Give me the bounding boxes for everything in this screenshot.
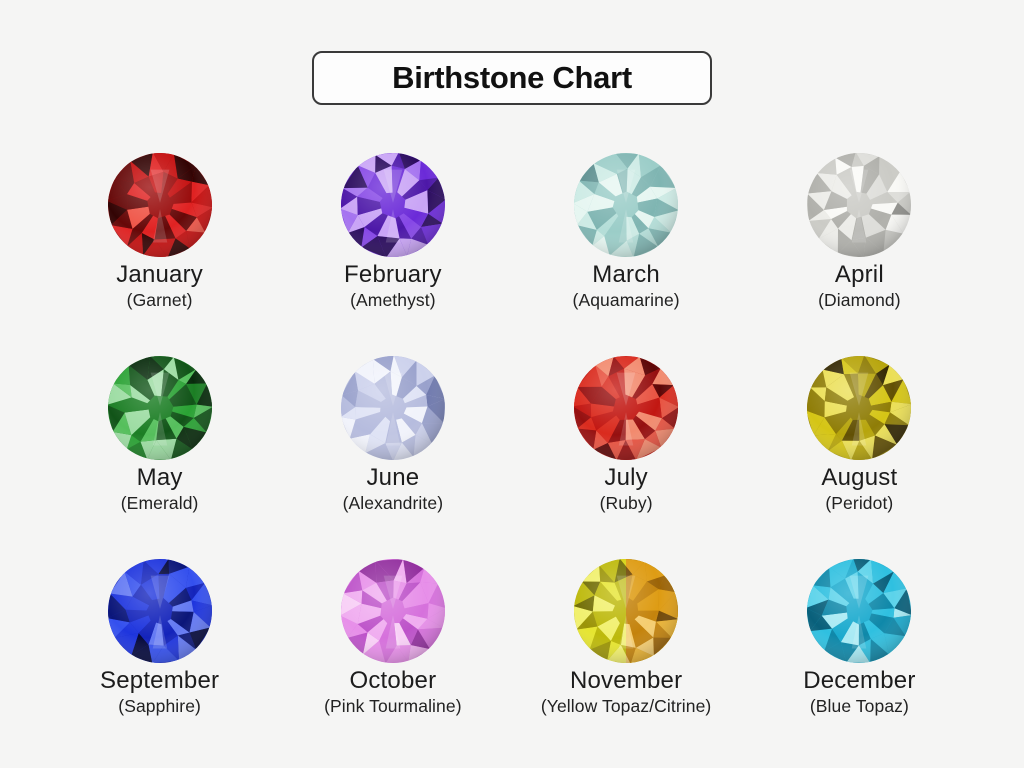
month-label: May bbox=[136, 464, 183, 491]
birthstone-cell-april bbox=[743, 153, 976, 316]
gem-image-garnet bbox=[108, 153, 212, 257]
birthstone-cell-january bbox=[43, 153, 276, 316]
stone-label: (Emerald) bbox=[120, 493, 199, 513]
stone-label: (Alexandrite) bbox=[342, 493, 444, 513]
birthstone-cell-september bbox=[43, 559, 276, 722]
birthstone-cell-august bbox=[743, 356, 976, 519]
birthstone-cell-june bbox=[276, 356, 509, 519]
month-label: April bbox=[834, 261, 884, 288]
birthstone-cell-may bbox=[43, 356, 276, 519]
title-box bbox=[312, 51, 712, 105]
gem-image-sapphire bbox=[108, 559, 212, 663]
month-label: January bbox=[116, 261, 204, 288]
gem-image-alexandrite bbox=[341, 356, 445, 460]
birthstone-cell-march bbox=[510, 153, 743, 316]
month-label: March bbox=[592, 261, 660, 288]
stone-label: (Yellow Topaz/Citrine) bbox=[540, 696, 712, 716]
birthstone-cell-november bbox=[510, 559, 743, 722]
month-label: September bbox=[100, 667, 220, 694]
gem-image-blue-topaz bbox=[807, 559, 911, 663]
gem-image-amethyst bbox=[341, 153, 445, 257]
stone-label: (Pink Tourmaline) bbox=[324, 696, 462, 716]
stone-label: (Diamond) bbox=[818, 290, 901, 310]
month-label: June bbox=[366, 464, 420, 491]
gem-image-peridot bbox=[807, 356, 911, 460]
birthstone-cell-july bbox=[510, 356, 743, 519]
gem-image-ruby bbox=[574, 356, 678, 460]
stone-label: (Aquamarine) bbox=[572, 290, 680, 310]
birthstone-cell-october bbox=[276, 559, 509, 722]
page-title: Birthstone Chart bbox=[392, 60, 632, 95]
stone-label: (Sapphire) bbox=[118, 696, 201, 716]
month-label: December bbox=[803, 667, 916, 694]
gem-image-diamond bbox=[807, 153, 911, 257]
gem-image-emerald bbox=[108, 356, 212, 460]
gem-image-yellow-topaz-citrine bbox=[574, 559, 678, 663]
birthstone-grid bbox=[43, 153, 976, 722]
gem-image-pink-tourmaline bbox=[341, 559, 445, 663]
birthstone-cell-december bbox=[743, 559, 976, 722]
month-label: August bbox=[821, 464, 898, 491]
stone-label: (Garnet) bbox=[126, 290, 193, 310]
month-label: February bbox=[344, 261, 442, 288]
stone-label: (Peridot) bbox=[825, 493, 894, 513]
birthstone-cell-february bbox=[276, 153, 509, 316]
gem-image-aquamarine bbox=[574, 153, 678, 257]
stone-label: (Amethyst) bbox=[350, 290, 436, 310]
month-label: November bbox=[569, 667, 683, 694]
month-label: October bbox=[349, 667, 437, 694]
stone-label: (Blue Topaz) bbox=[809, 696, 909, 716]
month-label: July bbox=[604, 464, 648, 491]
stone-label: (Ruby) bbox=[599, 493, 653, 513]
